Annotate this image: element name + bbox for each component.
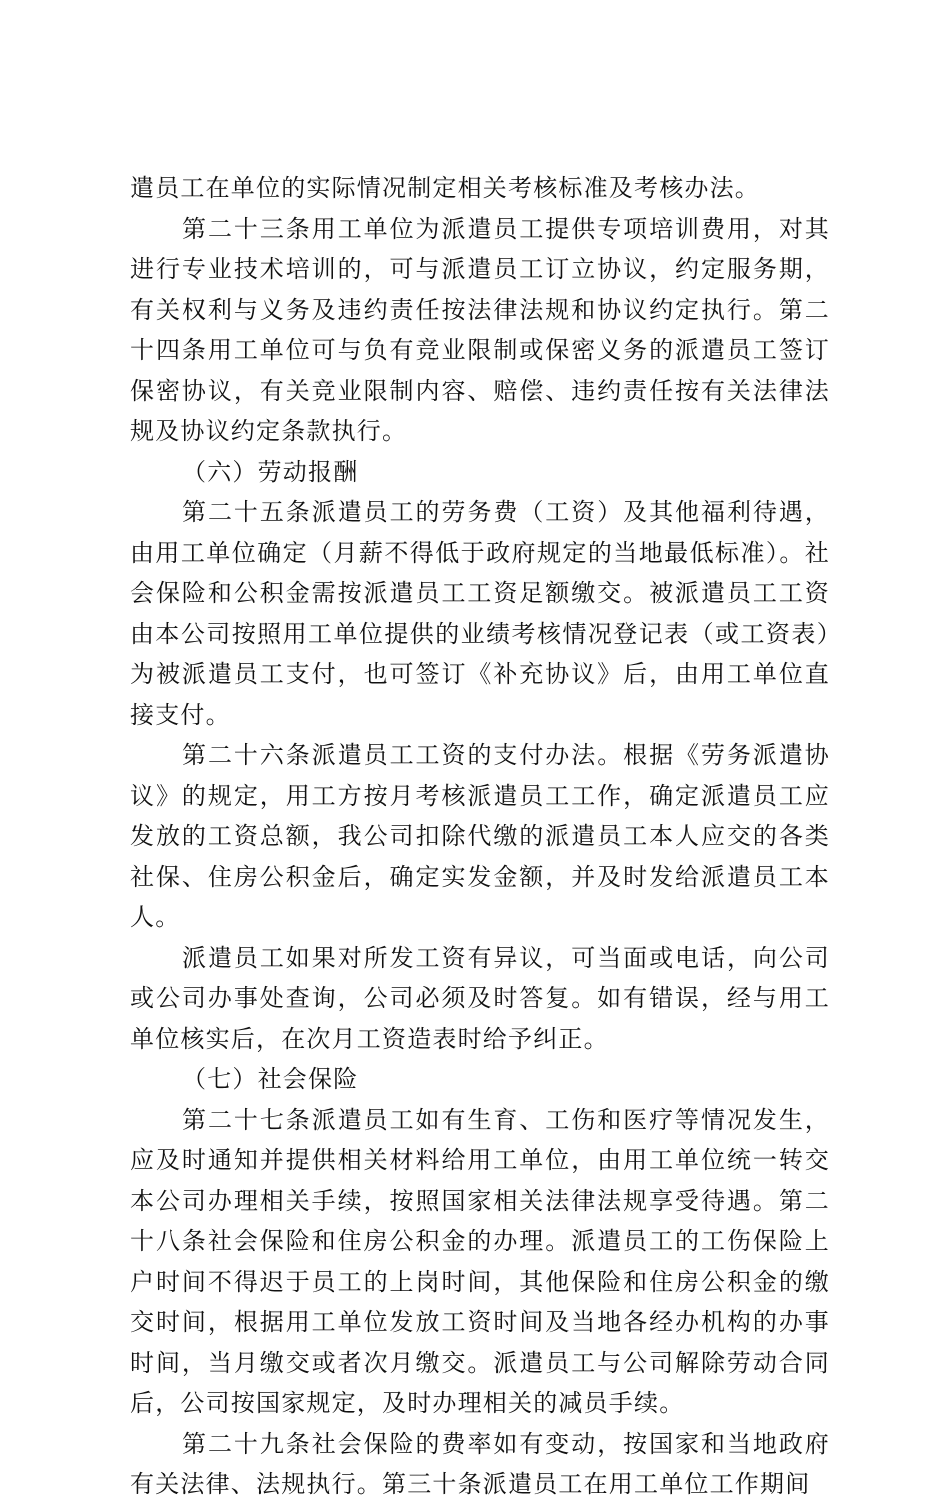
paragraph-article-29-30: 第二十九条社会保险的费率如有变动，按国家和当地政府有关法律、法规执行。第三十条派遣员工在用工单位工作期间 [130,1429,830,1498]
paragraph-article-26: 第二十六条派遣员工工资的支付办法。根据《劳务派遣协议》的规定，用工方按月考核派遣员工工作，确定派遣员工应发放的工资总额，我公司扣除代缴的派遣员工本人应交的各类社保、住房公积金后，确定实发金额，并及时发给派遣员工本人。 [130,741,830,931]
paragraph-article-27-28: 第二十七条派遣员工如有生育、工伤和医疗等情况发生，应及时通知并提供相关材料给用工单位，由用工单位统一转交本公司办理相关手续，按照国家相关法律法规享受待遇。第二十八条社会保险和住房公积金的办理。派遣员工的工伤保险上户时间不得迟于员工的上岗时间，其他保险和住房公积金的缴交时间，根据用工单位发放工资时间及当地各经办机构的办事时间，当月缴交或者次月缴交。派遣员工与公司解除劳动合同后，公司按国家规定，及时办理相关的减员手续。 [130,1105,830,1417]
section-heading-social-insurance: （七）社会保险 [182,1065,359,1093]
paragraph-article-23-24: 第二十三条用工单位为派遣员工提供专项培训费用，对其进行专业技术培训的，可与派遣员工订立协议，约定服务期，有关权利与义务及违约责任按法律法规和协议约定执行。第二十四条用工单位可与负有竞业限制或保密义务的派遣员工签订保密协议，有关竞业限制内容、赔偿、违约责任按有关法律法规及协议约定条款执行。 [130,214,830,445]
document-body [130,168,830,1505]
section-heading-labor-pay: （六）劳动报酬 [182,457,359,486]
paragraph-article-25: 第二十五条派遣员工的劳务费（工资）及其他福利待遇，由用工单位确定（月薪不得低于政府规定的当地最低标准）。社会保险和公积金需按派遣员工工资足额缴交。被派遣员工工资由本公司按照用工单位提供的业绩考核情况登记表（或工资表）为被派遣员工支付，也可签订《补充协议》后，由用工单位直接支付。 [130,498,830,729]
paragraph-continuation: 遣员工在单位的实际情况制定相关考核标准及考核办法。 [130,174,760,202]
paragraph-wage-objection: 派遣员工如果对所发工资有异议，可当面或电话，向公司或公司办事处查询，公司必须及时答复。如有错误，经与用工单位核实后，在次月工资造表时给予纠正。 [130,943,830,1053]
